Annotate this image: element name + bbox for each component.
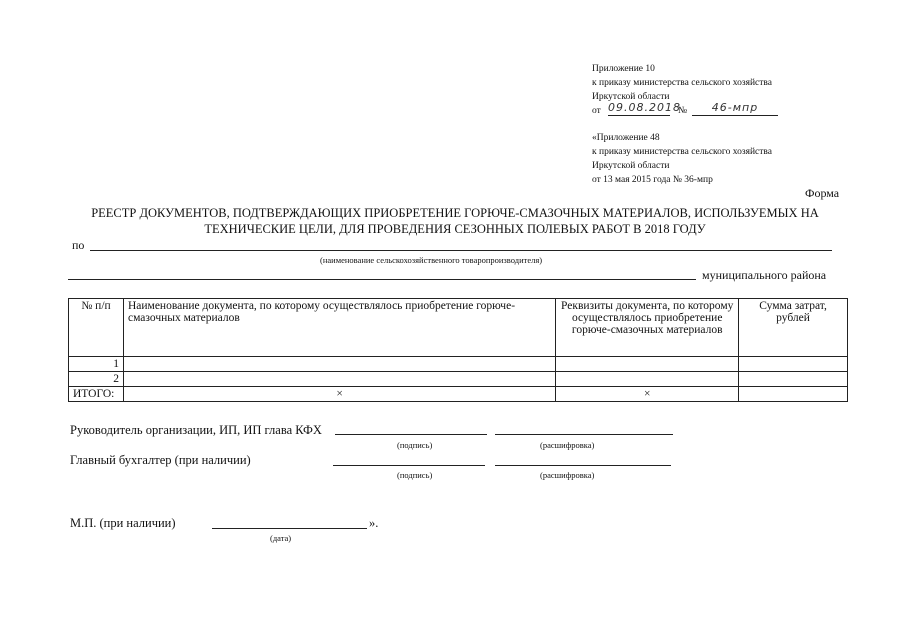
date-caption: (дата) bbox=[270, 533, 292, 543]
by-label: по bbox=[72, 238, 85, 252]
appendix-48-title: «Приложение 48 bbox=[592, 133, 660, 143]
row-requisites-cell[interactable] bbox=[556, 357, 739, 372]
appendix-10-block bbox=[592, 62, 772, 120]
table-row bbox=[69, 357, 848, 372]
row-document-cell[interactable] bbox=[123, 372, 555, 387]
col-requisites-header: Реквизиты документа, по которому осуществлялось приобретение горюче-смазочных материалов bbox=[556, 299, 739, 357]
head-label: Руководитель организации, ИП, ИП глава КФХ bbox=[70, 423, 322, 437]
table-row bbox=[69, 372, 848, 387]
producer-name-line[interactable] bbox=[90, 250, 832, 251]
appendix-48-region: Иркутской области bbox=[592, 161, 670, 171]
appendix-10-title: Приложение 10 bbox=[592, 64, 655, 74]
form-label: Форма bbox=[805, 186, 840, 200]
head-signature-caption: (подпись) bbox=[397, 440, 433, 450]
row-sum-cell[interactable] bbox=[739, 357, 848, 372]
stamp-suffix: ». bbox=[369, 516, 379, 530]
district-name-line[interactable] bbox=[68, 279, 696, 280]
head-decoding-line[interactable] bbox=[495, 434, 673, 435]
row-sum-cell[interactable] bbox=[739, 372, 848, 387]
producer-caption: (наименование сельскохозяйственного товаропроизводителя) bbox=[320, 255, 543, 265]
total-label: ИТОГО: bbox=[69, 387, 124, 402]
document-title-line2: ТЕХНИЧЕСКИЕ ЦЕЛИ, ДЛЯ ПРОВЕДЕНИЯ СЕЗОННЫХ ПОЛЕВЫХ РАБОТ В 2018 ГОДУ bbox=[204, 222, 706, 236]
head-decoding-caption: (расшифровка) bbox=[540, 440, 595, 450]
col-number-header: № п/п bbox=[69, 299, 124, 357]
row-requisites-cell[interactable] bbox=[556, 372, 739, 387]
appendix-48-date: от 13 мая 2015 года № 36-мпр bbox=[592, 175, 713, 185]
row-document-cell[interactable] bbox=[123, 357, 555, 372]
appendix-10-order: к приказу министерства сельского хозяйства bbox=[592, 78, 772, 88]
date-line[interactable] bbox=[212, 528, 367, 529]
appendix-10-region: Иркутской области bbox=[592, 92, 670, 102]
accountant-signature-caption: (подпись) bbox=[397, 470, 433, 480]
from-label: от bbox=[592, 106, 601, 116]
row-number: 2 bbox=[69, 372, 124, 387]
number-label: № bbox=[678, 106, 688, 116]
documents-table bbox=[68, 298, 848, 402]
total-document-cross: × bbox=[123, 387, 555, 402]
table-header-row bbox=[69, 299, 848, 357]
row-number: 1 bbox=[69, 357, 124, 372]
order-date: 09.08.2018 bbox=[608, 101, 681, 114]
appendix-48-order: к приказу министерства сельского хозяйства bbox=[592, 147, 772, 157]
col-document-name-header: Наименование документа, по которому осуществлялось приобретение горюче-смазочных материалов bbox=[123, 299, 555, 357]
district-label: муниципального района bbox=[702, 268, 827, 282]
head-signature-line[interactable] bbox=[335, 434, 487, 435]
stamp-label: М.П. (при наличии) bbox=[70, 516, 176, 530]
appendix-48-block bbox=[592, 131, 772, 187]
total-requisites-cross: × bbox=[556, 387, 739, 402]
accountant-label: Главный бухгалтер (при наличии) bbox=[70, 453, 251, 467]
order-number: 46-мпр bbox=[692, 101, 778, 116]
accountant-signature-line[interactable] bbox=[333, 465, 485, 466]
total-sum-cell[interactable] bbox=[739, 387, 848, 402]
total-row bbox=[69, 387, 848, 402]
col-sum-header: Сумма затрат, рублей bbox=[739, 299, 848, 357]
accountant-decoding-caption: (расшифровка) bbox=[540, 470, 595, 480]
accountant-decoding-line[interactable] bbox=[495, 465, 671, 466]
document-title-line1: РЕЕСТР ДОКУМЕНТОВ, ПОДТВЕРЖДАЮЩИХ ПРИОБРЕТЕНИЕ ГОРЮЧЕ-СМАЗОЧНЫХ МАТЕРИАЛОВ, ИСПОЛЬЗУЕМЫХ НА bbox=[91, 206, 819, 220]
appendix-10-date-line bbox=[592, 101, 772, 120]
